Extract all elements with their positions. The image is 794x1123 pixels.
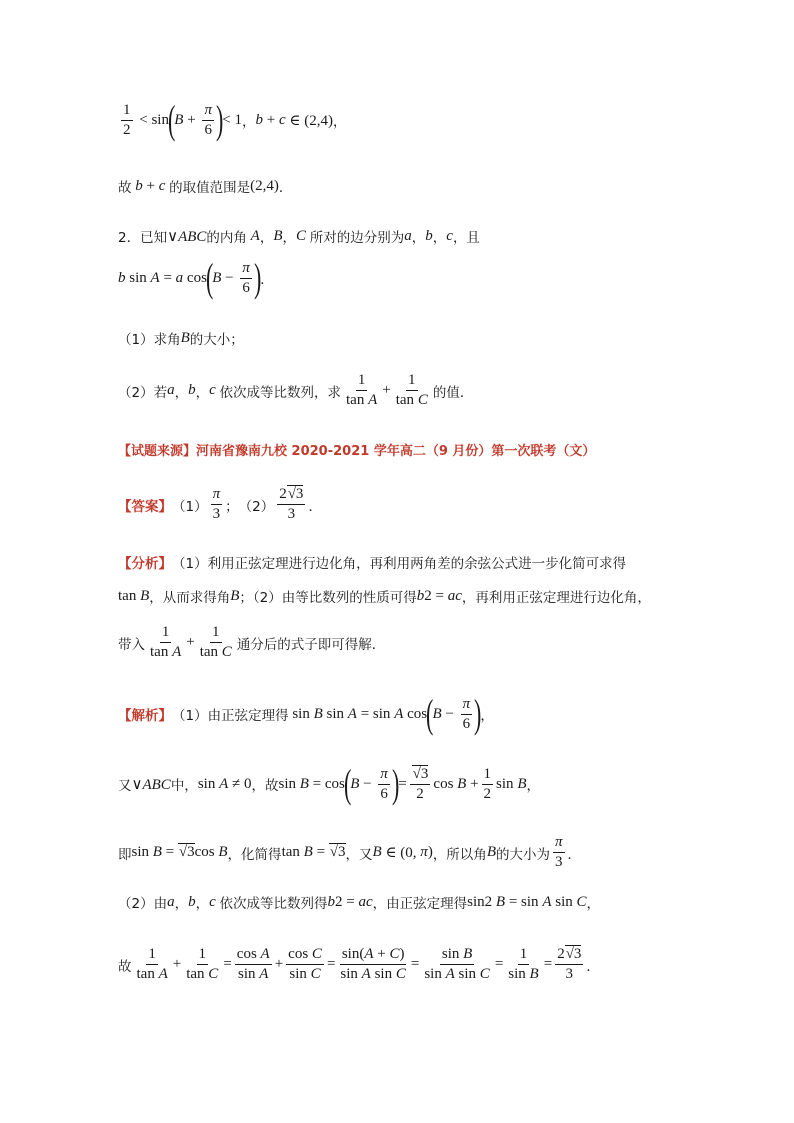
- source-line: 【试题来源】 河南省豫南九校 2020-2021 学年高二（9 月份）第一次联考（文）: [118, 444, 596, 459]
- analysis-line1: 【分析】 （1）利用正弦定理进行边化角，再利用两角差的余弦公式进一步化简可求得: [118, 556, 627, 572]
- problem-part1: （1）求角 B 的大小；: [118, 329, 244, 348]
- solution-line4: （2）由 a ， b ， c 依次成等比数列得 b 2 = ac ，由正弦定理得 sin 2 B = sin A sin C ，: [118, 893, 601, 912]
- solution-line5: 故 $\frac{1}{\text{tan A}}$ + $\frac{1}{\text{tan C}}$ = $\frac{\text{cos A}}{\text{sin A}}$ + $\frac{\text{cos C}}{\text{sin C}}$ = $\frac{\sin(A + C)}{\text{sin A sin C}}$ = $\frac{\text{sin B}}{\text{sin A sin C}}$ = $\frac{1}{\text{sin B}}$ = $\frac{2√3}{3}$ ．: [118, 946, 600, 982]
- problem-statement: 2．已知 ∨ABC 的内角 A ， B ， C 所对的边分别为 a ， b ， c ，且: [118, 227, 480, 246]
- conclusion-line: 故 b + c 的取值范围是 (2,4) ．: [118, 177, 293, 196]
- problem-equation: b sin A = a cos ( B − $\frac{\pi}{6}$ ) ．: [118, 255, 274, 300]
- fraction-half: $\frac{1}{2}$: [123, 101, 131, 138]
- inequality-line: $\frac{1}{2}$ < sin ( B + $\frac{\pi}{6}$ ) < 1 ， b + c ∈ (2,4) ，: [123, 97, 347, 142]
- solution-line2: 又 ∨ABC 中， sin A ≠ 0 ，故 sin B = cos ( B − $\frac{\pi}{6}$ ) = $\frac{√3}{2}$ cos B + $\frac{1}{2}$ sin B ，: [118, 761, 540, 806]
- analysis-line2: tan B ，从而求得角 B ；（2）由等比数列的性质可得 b 2 = ac ，再利用正弦定理进行边化角，: [118, 587, 651, 606]
- analysis-line3: 带入 $\frac{1}{\text{tan A}}$ + $\frac{1}{\text{tan C}}$ 通分后的式子即可得解．: [118, 624, 386, 660]
- problem-part2: （2）若 a ， b ， c 依次成等比数列，求 $\frac{1}{\text{tan A}}$ + $\frac{1}{\text{tan C}}$ 的值．: [118, 372, 474, 408]
- solution-line3: 即 sin B = √3cos B ，化简得 tan B = √3 ，又 B ∈ (0, π ) ，所以角 B 的大小为 $\frac{\pi}{3}$ ．: [118, 834, 581, 870]
- answer-line: 【答案】 （1） $\frac{\pi}{3}$ ； （2） $\frac{2√3}{3}$ ．: [118, 486, 322, 522]
- solution-line1: 【解析】 （1）由正弦定理得 sin B sin A = sin A cos ( B − $\frac{\pi}{6}$ ) ，: [118, 691, 494, 736]
